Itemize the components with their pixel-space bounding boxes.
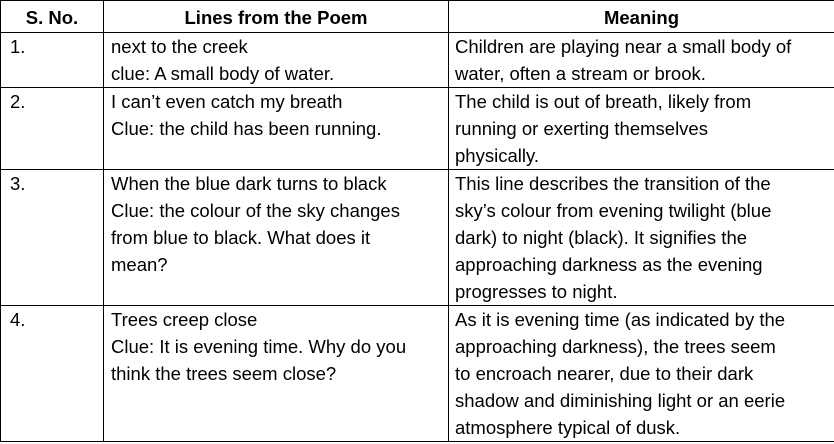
row-number: 1.	[1, 33, 104, 88]
meaning-line: water, often a stream or brook.	[455, 63, 706, 84]
row-number: 3.	[1, 170, 104, 306]
meaning-cell	[449, 88, 834, 170]
clue-line: clue: A small body of water.	[111, 63, 335, 84]
poem-line: next to the creek	[111, 36, 248, 57]
meaning-cell	[449, 33, 834, 88]
meaning-line: progresses to night.	[455, 281, 618, 302]
header-lines-from-poem: Lines from the Poem	[104, 1, 449, 33]
meaning-line: physically.	[455, 145, 539, 166]
meaning-line: atmosphere typical of dusk.	[455, 417, 681, 438]
poem-lines-cell	[104, 33, 449, 88]
clue-line: Clue: the child has been running.	[111, 118, 382, 139]
meaning-line: The child is out of breath, likely from	[455, 91, 752, 112]
row-number: 4.	[1, 306, 104, 442]
meaning-line: Children are playing near a small body of	[455, 36, 792, 57]
table-row	[1, 170, 834, 306]
header-serial-number: S. No.	[1, 1, 104, 33]
meaning-cell	[449, 306, 834, 442]
table-row	[1, 88, 834, 170]
meaning-line: dark) to night (black). It signifies the	[455, 227, 748, 248]
table-row	[1, 33, 834, 88]
meaning-line: As it is evening time (as indicated by the	[455, 309, 786, 330]
table-row	[1, 306, 834, 442]
meaning-line: This line describes the transition of the	[455, 173, 771, 194]
clue-line: Clue: It is evening time. Why do you	[111, 336, 407, 357]
meaning-line: approaching darkness as the evening	[455, 254, 763, 275]
meaning-line: approaching darkness), the trees seem	[455, 336, 776, 357]
row-number: 2.	[1, 88, 104, 170]
header-row	[1, 1, 834, 33]
meaning-line: shadow and diminishing light or an eerie	[455, 390, 786, 411]
meaning-line: to encroach nearer, due to their dark	[455, 363, 754, 384]
poem-line: I can’t even catch my breath	[111, 91, 343, 112]
meaning-cell	[449, 170, 834, 306]
poem-lines-cell	[104, 306, 449, 442]
clue-line: Clue: the colour of the sky changes	[111, 200, 400, 221]
poem-lines-cell	[104, 88, 449, 170]
meaning-line: sky’s colour from evening twilight (blue	[455, 200, 772, 221]
clue-line: think the trees seem close?	[111, 363, 337, 384]
clue-line: mean?	[111, 254, 168, 275]
poem-line: When the blue dark turns to black	[111, 173, 387, 194]
poem-lines-cell	[104, 170, 449, 306]
header-meaning: Meaning	[449, 1, 834, 33]
clue-line: from blue to black. What does it	[111, 227, 371, 248]
meaning-line: running or exerting themselves	[455, 118, 708, 139]
poem-line: Trees creep close	[111, 309, 258, 330]
